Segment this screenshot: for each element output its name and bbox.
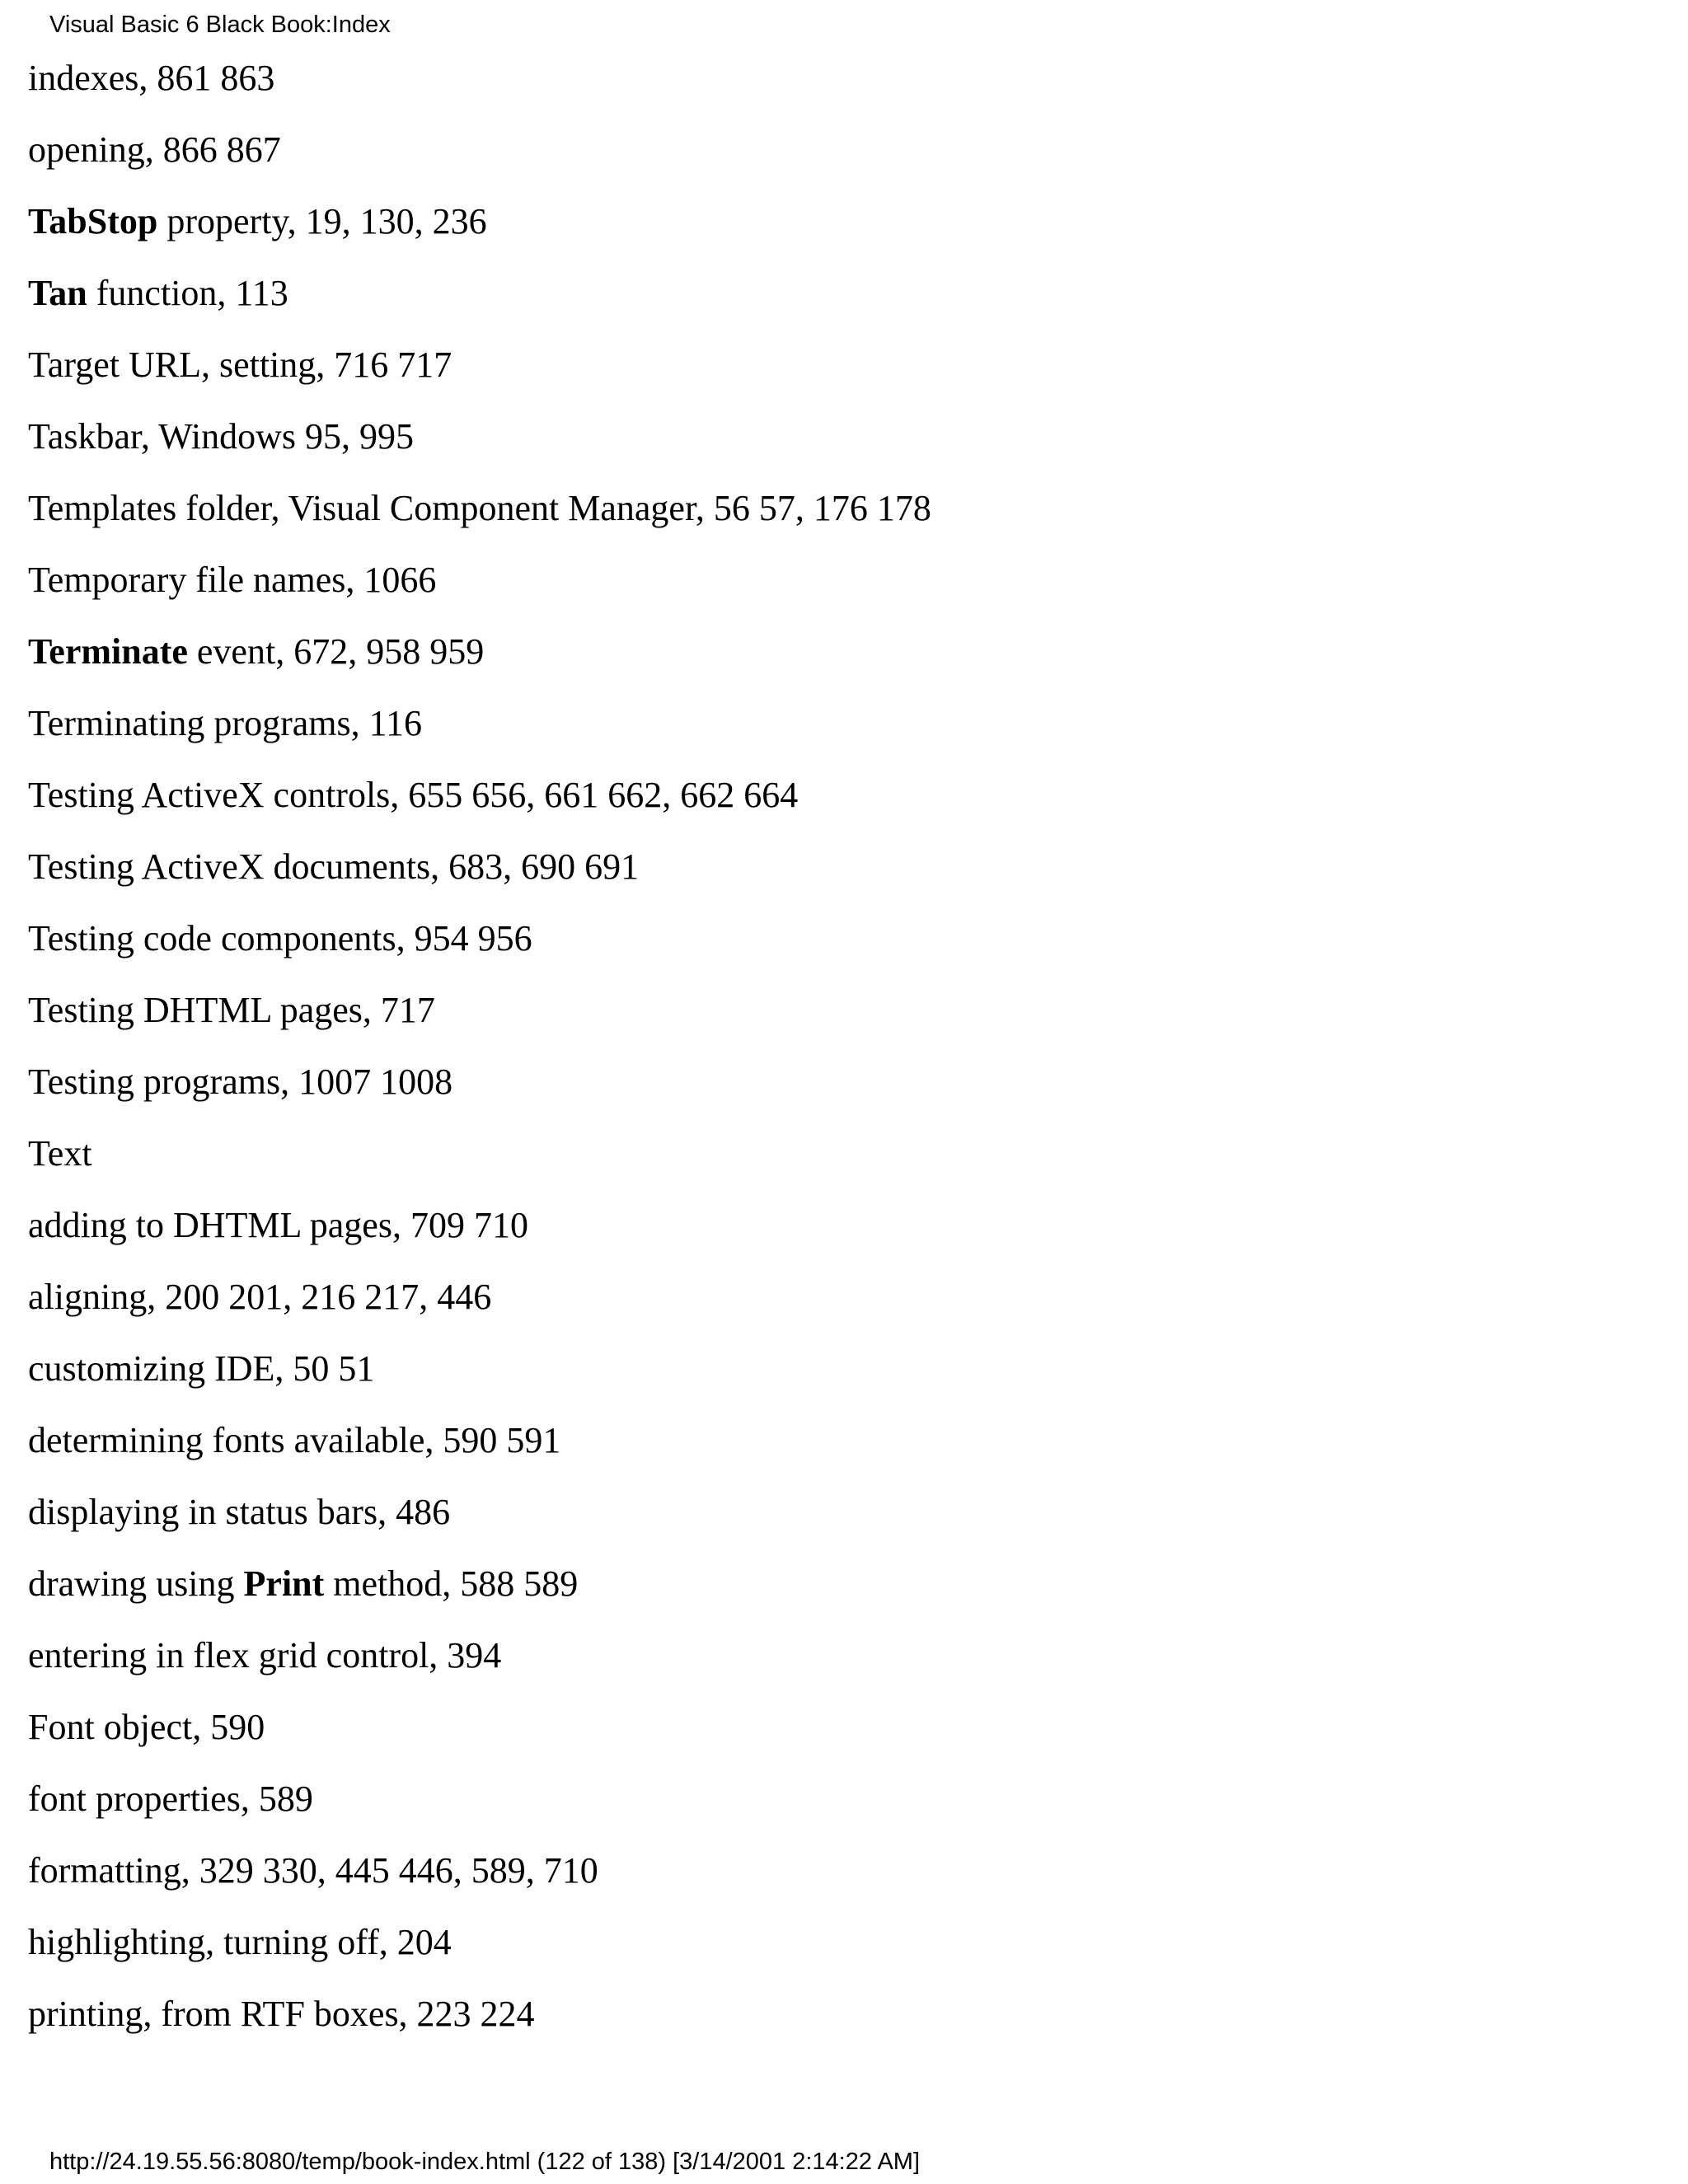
- entry-text: aligning, 200 201, 216 217, 446: [28, 1277, 492, 1317]
- entry-text: method, 588 589: [324, 1563, 579, 1604]
- entry-text: Text: [28, 1133, 92, 1174]
- index-entry: [28, 121, 931, 193]
- index-entry: [28, 1053, 931, 1125]
- entry-term-bold: Print: [243, 1563, 325, 1604]
- index-entry: [28, 1483, 931, 1555]
- entry-text: Font object, 590: [28, 1707, 265, 1747]
- index-entry: [28, 1555, 931, 1627]
- index-entry: [28, 1340, 931, 1412]
- entry-text: Testing ActiveX documents, 683, 690 691: [28, 846, 640, 887]
- entry-text: Temporary file names, 1066: [28, 560, 437, 600]
- index-entry: [28, 193, 931, 265]
- index-list: [28, 49, 931, 2057]
- entry-text: opening, 866 867: [28, 129, 281, 170]
- index-entry: [28, 1412, 931, 1483]
- entry-term-bold: TabStop: [28, 201, 158, 241]
- entry-text: entering in flex grid control, 394: [28, 1635, 502, 1675]
- entry-text: Testing programs, 1007 1008: [28, 1062, 453, 1102]
- page-header: Visual Basic 6 Black Book:Index: [49, 12, 391, 38]
- entry-text: Testing DHTML pages, 717: [28, 990, 435, 1030]
- entry-text: customizing IDE, 50 51: [28, 1348, 375, 1389]
- entry-term-bold: Tan: [28, 273, 87, 313]
- index-entry: [28, 336, 931, 408]
- index-entry: [28, 1197, 931, 1268]
- index-entry: [28, 49, 931, 121]
- index-entry: [28, 695, 931, 766]
- entry-text: displaying in status bars, 486: [28, 1492, 451, 1532]
- index-entry: [28, 623, 931, 695]
- entry-text: Testing code components, 954 956: [28, 918, 532, 958]
- entry-term-bold: Terminate: [28, 631, 188, 672]
- index-entry: [28, 1914, 931, 1985]
- index-entry: [28, 265, 931, 336]
- entry-text: Templates folder, Visual Component Manager, 56 57, 176 178: [28, 488, 931, 528]
- entry-text: Taskbar, Windows 95, 995: [28, 416, 414, 457]
- index-entry: [28, 910, 931, 982]
- entry-text: event, 672, 958 959: [187, 631, 485, 672]
- index-entry: [28, 838, 931, 910]
- index-entry: [28, 1268, 931, 1340]
- page-footer: http://24.19.55.56:8080/temp/book-index.html (122 of 138) [3/14/2001 2:14:22 AM]: [49, 2149, 921, 2175]
- entry-text: adding to DHTML pages, 709 710: [28, 1205, 528, 1245]
- entry-text: Testing ActiveX controls, 655 656, 661 662, 662 664: [28, 775, 799, 815]
- entry-text: property, 19, 130, 236: [157, 201, 487, 241]
- index-entry: [28, 408, 931, 480]
- entry-text: font properties, 589: [28, 1779, 313, 1819]
- entry-text-pre: drawing using: [28, 1563, 244, 1604]
- entry-text: Terminating programs, 116: [28, 703, 422, 743]
- index-entry: [28, 1627, 931, 1699]
- entry-text: highlighting, turning off, 204: [28, 1922, 452, 1962]
- entry-text: printing, from RTF boxes, 223 224: [28, 1994, 535, 2034]
- index-entry: [28, 1842, 931, 1914]
- entry-text: formatting, 329 330, 445 446, 589, 710: [28, 1850, 598, 1891]
- index-entry: [28, 480, 931, 551]
- index-entry: [28, 1985, 931, 2057]
- entry-text: function, 113: [87, 273, 288, 313]
- index-entry: [28, 1125, 931, 1197]
- index-entry: [28, 982, 931, 1053]
- index-entry: [28, 1770, 931, 1842]
- entry-text: determining fonts available, 590 591: [28, 1420, 561, 1460]
- index-entry: [28, 1699, 931, 1770]
- index-entry: [28, 551, 931, 623]
- index-entry: [28, 766, 931, 838]
- entry-text: Target URL, setting, 716 717: [28, 344, 452, 385]
- entry-text: indexes, 861 863: [28, 58, 275, 98]
